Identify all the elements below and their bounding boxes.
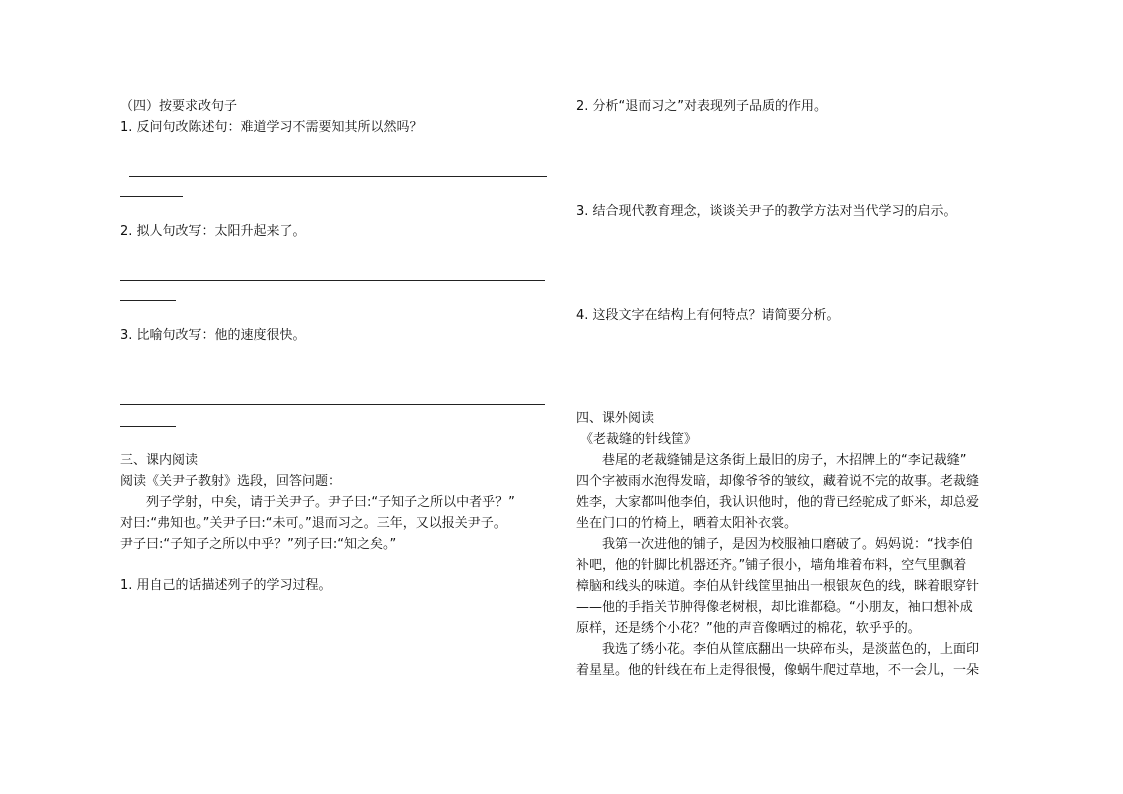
section-three-title: 三、课内阅读 — [120, 453, 199, 468]
section-four-title: （四）按要求改句子 — [120, 99, 238, 114]
story-line: 原样，还是绣个小花？”他的声音像晒过的棉花，软乎乎的。 — [576, 621, 921, 636]
story-line: 我选了绣小花。李伯从筐底翻出一块碎布头，是淡蓝色的，上面印 — [602, 642, 980, 657]
story-line: 四个字被雨水泡得发暗，却像爷爷的皱纹，藏着说不完的故事。老裁缝 — [576, 474, 980, 489]
answer-line-short[interactable] — [120, 426, 176, 427]
story-title: 《老裁缝的针线筐》 — [580, 432, 698, 447]
passage-line: 列子学射，中矣，请于关尹子。尹子曰:“子知子之所以中者乎？” — [146, 495, 515, 510]
question-3: 3. 比喻句改写：他的速度很快。 — [120, 328, 306, 343]
reading-question-1: 1. 用自己的话描述列子的学习过程。 — [120, 578, 332, 593]
passage-line: 尹子曰:“子知子之所以中乎？”列子曰:“知之矣。” — [120, 537, 397, 552]
story-line: 巷尾的老裁缝铺是这条街上最旧的房子，木招牌上的“李记裁缝” — [602, 453, 967, 468]
answer-line[interactable] — [120, 280, 545, 281]
answer-line[interactable] — [129, 176, 547, 177]
story-line: 坐在门口的竹椅上，晒着太阳补衣裳。 — [576, 516, 798, 531]
passage-line: 对曰:“弗知也。”关尹子曰:“未可。”退而习之。三年，又以报关尹子。 — [120, 516, 507, 531]
question-2: 2. 拟人句改写：太阳升起来了。 — [120, 224, 306, 239]
question-1: 1. 反问句改陈述句：难道学习不需要知其所以然吗？ — [120, 120, 423, 135]
answer-line-short[interactable] — [120, 196, 183, 197]
story-line: 补吧，他的针脚比机器还齐。”铺子很小，墙角堆着布料，空气里飘着 — [576, 558, 967, 573]
story-line: 樟脑和线头的味道。李伯从针线筐里抽出一根银灰色的线，眯着眼穿针 — [576, 579, 980, 594]
reading-question-2: 2. 分析“退而习之”对表现列子品质的作用。 — [576, 99, 828, 114]
reading-question-4: 4. 这段文字在结构上有何特点？请简要分析。 — [576, 308, 840, 323]
story-line: 我第一次进他的铺子，是因为校服袖口磨破了。妈妈说：“找李伯 — [602, 537, 973, 552]
answer-line-short[interactable] — [120, 300, 176, 301]
story-line: 姓李，大家都叫他李伯，我认识他时，他的背已经驼成了虾米，却总爱 — [576, 495, 980, 510]
story-line: ——他的手指关节肿得像老树根，却比谁都稳。“小朋友，袖口想补成 — [576, 600, 973, 615]
reading-question-3: 3. 结合现代教育理念，谈谈关尹子的教学方法对当代学习的启示。 — [576, 204, 957, 219]
story-line: 着星星。他的针线在布上走得很慢，像蜗牛爬过草地，不一会儿，一朵 — [576, 663, 980, 678]
reading-instruction: 阅读《关尹子教射》选段，回答问题： — [120, 474, 342, 489]
section-four-extra-title: 四、课外阅读 — [576, 411, 655, 426]
answer-line[interactable] — [120, 404, 545, 405]
